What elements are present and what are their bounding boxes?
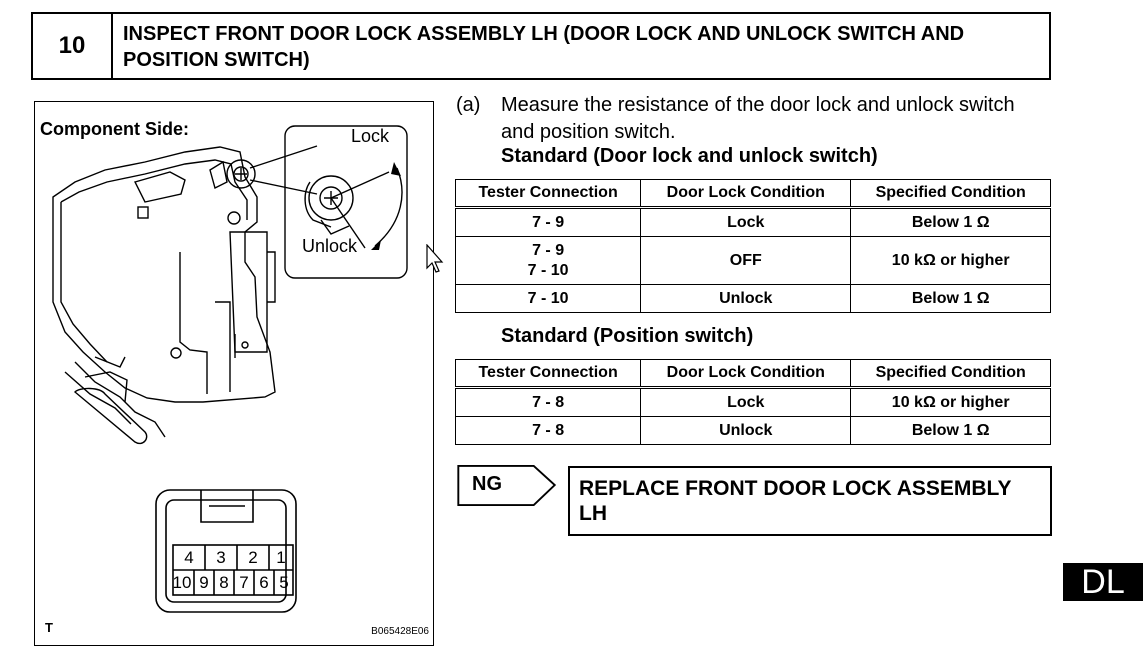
connector-pin: 8: [219, 573, 229, 592]
cell-connection: [456, 237, 641, 285]
standard-1-title: Standard (Door lock and unlock switch): [501, 145, 878, 167]
table-row: [456, 285, 1051, 313]
door-lock-illustration: [35, 102, 435, 647]
cell-specified: 10 kΩ or higher: [851, 237, 1051, 285]
connector-pin: 5: [279, 573, 289, 592]
ng-label: NG: [472, 473, 502, 495]
instruction-marker: (a): [456, 94, 481, 116]
cell-connection: 7 - 10: [456, 285, 641, 313]
col-header: Specified Condition: [851, 180, 1051, 208]
ng-action-box: REPLACE FRONT DOOR LOCK ASSEMBLY LH: [568, 466, 1052, 536]
connector-pin: 2: [248, 548, 258, 567]
table-row: [456, 237, 1051, 285]
connector-pin: 6: [259, 573, 269, 592]
standard-1-table: [455, 179, 1051, 313]
connector-pin: 7: [239, 573, 249, 592]
col-header: Door Lock Condition: [641, 180, 851, 208]
col-header: Door Lock Condition: [641, 360, 851, 388]
table-row: [456, 208, 1051, 237]
connector-pin: 9: [199, 573, 209, 592]
step-header: [31, 12, 1051, 80]
col-header: Tester Connection: [456, 180, 641, 208]
cell-specified: 10 kΩ or higher: [851, 388, 1051, 417]
step-title: INSPECT FRONT DOOR LOCK ASSEMBLY LH (DOOR LOCK AND UNLOCK SWITCH AND POSITION SWITCH): [123, 23, 965, 71]
component-figure: [34, 101, 434, 646]
cell-connection: 7 - 8: [456, 417, 641, 445]
cell-connection-line-2: 7 - 10: [527, 261, 569, 279]
step-number: 10: [33, 14, 113, 78]
connector-pin: 1: [276, 548, 286, 567]
col-header: Specified Condition: [851, 360, 1051, 388]
lock-label: Lock: [351, 126, 390, 146]
connector-pin: 4: [184, 548, 194, 567]
section-tab: DL: [1063, 563, 1143, 601]
standard-2-title: Standard (Position switch): [501, 325, 754, 347]
cell-connection: 7 - 9: [456, 208, 641, 237]
cell-condition: Unlock: [641, 417, 851, 445]
connector-pin: 3: [216, 548, 226, 567]
cell-connection-line-1: 7 - 9: [532, 241, 565, 259]
cell-connection: 7 - 8: [456, 388, 641, 417]
connector-pin: 10: [172, 573, 192, 592]
cell-condition: Unlock: [641, 285, 851, 313]
cell-specified: Below 1 Ω: [851, 417, 1051, 445]
cell-specified: Below 1 Ω: [851, 208, 1051, 237]
instruction-text: Measure the resistance of the door lock and unlock switch and position switch.: [501, 94, 1015, 143]
col-header: Tester Connection: [456, 360, 641, 388]
table-row: [456, 417, 1051, 445]
cell-condition: Lock: [641, 388, 851, 417]
corner-mark: T: [45, 620, 53, 635]
table-row: [456, 388, 1051, 417]
unlock-label: Unlock: [302, 236, 358, 256]
figure-code: B065428E06: [371, 626, 429, 637]
mouse-cursor-icon: [426, 244, 446, 274]
figure-label: Component Side:: [40, 119, 189, 139]
standard-2-table: [455, 359, 1051, 445]
cell-condition: OFF: [641, 237, 851, 285]
cell-specified: Below 1 Ω: [851, 285, 1051, 313]
cell-condition: Lock: [641, 208, 851, 237]
